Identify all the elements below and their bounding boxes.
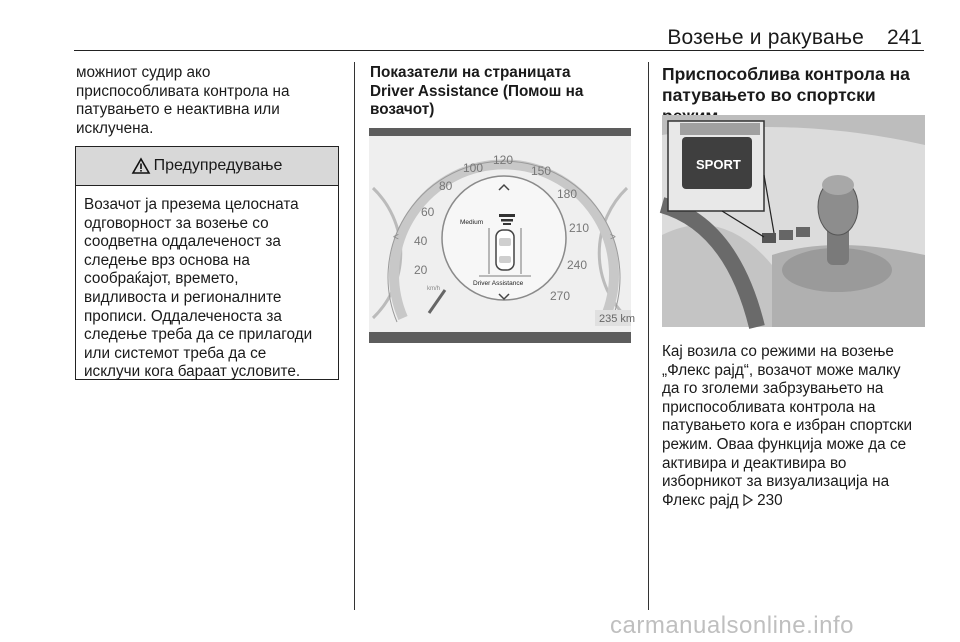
tick-label: 210 <box>569 221 590 235</box>
sport-svg <box>662 115 925 327</box>
unit-label: km/h <box>427 286 441 292</box>
svg-text:>: > <box>610 232 616 243</box>
tick-label: 20 <box>414 263 428 277</box>
page-header <box>0 0 960 52</box>
section-title: Возење и ракување <box>667 26 864 49</box>
column-divider-1 <box>354 62 355 610</box>
watermark: carmanualsonline.info <box>610 612 854 639</box>
tick-label: 40 <box>414 234 428 248</box>
sport-mode-heading: Приспособлива контрола на патувањето во спортски <box>662 64 910 105</box>
warning-header <box>76 147 338 186</box>
column-divider-2 <box>648 62 649 610</box>
tick-label: 100 <box>463 161 484 175</box>
odometer-readout: 235 km <box>599 313 636 325</box>
warning-triangle-icon <box>132 158 150 174</box>
driver-assistance-label: Driver Assistance <box>473 280 524 287</box>
page-number: 241 <box>886 26 922 49</box>
intro-paragraph: можниот судир ако приспособливата контрола на патувањето е неактивна или исклучена. <box>76 64 290 137</box>
tick-label: 270 <box>550 289 571 303</box>
tick-label: 150 <box>531 164 552 178</box>
tick-label: 180 <box>557 187 578 201</box>
sport-mode-text: Кај возила со режими на возење „Флекс рајд“, возачот може малку да го зголеми забрзувањето на приспособливата контрола на патувањето кога е избран спортски режим. Оваа функција може да се активира и деактивира во изборникот за визуализација на Флекс рајд <box>662 343 913 509</box>
driver-assistance-heading: Показатели на страницата Driver Assistance (Помош на возачот) <box>370 64 584 119</box>
reference-page[interactable]: 230 <box>757 491 783 509</box>
warning-body: Возачот ја презема целосната одговорност за возење со соодветна оддалеченост за следење врз основа на сообраќајот, времето, видливоста и регионалните прописи. Оддалеченоста за следење треба да се прилагоди или системот треба да се исклучи кога бараат условите. <box>84 196 313 381</box>
arrow-reference-icon <box>743 494 753 506</box>
column-2 <box>370 64 635 120</box>
tick-label: 60 <box>421 205 435 219</box>
header-rule <box>74 50 924 51</box>
column-1 <box>76 64 342 138</box>
sport-label: SPORT <box>696 157 741 172</box>
cluster-illustration <box>369 128 636 343</box>
tick-label: 80 <box>439 179 453 193</box>
cluster-svg <box>369 128 636 343</box>
warning-box <box>75 146 339 380</box>
sport-mode-paragraph <box>662 343 928 510</box>
sport-button-illustration <box>662 115 925 327</box>
tick-label: 240 <box>567 258 588 272</box>
medium-label: Medium <box>460 219 484 226</box>
svg-text:<: < <box>393 232 399 243</box>
warning-title: Предупредување <box>153 157 283 174</box>
tick-label: 120 <box>493 153 514 167</box>
